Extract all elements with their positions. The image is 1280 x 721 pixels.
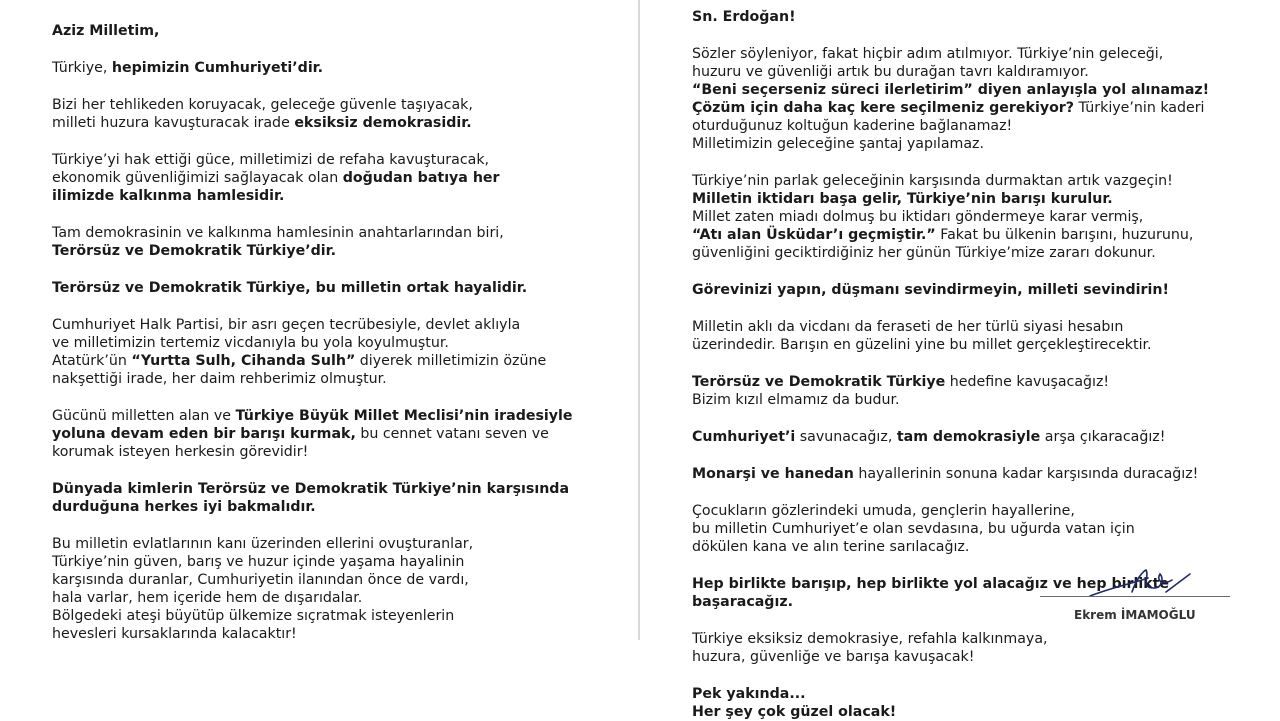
paragraph-r2: Türkiye’nin parlak geleceğinin karşısında durmaktan artık vazgeçin! Milletin iktidarı başa gelir, Türkiye’nin barışı kurulur. Millet zaten miadı dolmuş bu iktidarı göndermeye karar vermiş, “Atı alan Üsküdar’ı geçmiştir.” Fakat bu ülkenin barışını, huzurunu, güvenliğini geciktirdiğiniz her günün Türkiye’mize zararı dokunur.: [692, 173, 1194, 261]
salutation: Aziz Milletim,: [52, 23, 160, 39]
letter-page-left: [0, 0, 640, 640]
paragraph-7: Gücünü milletten alan ve Türkiye Büyük Millet Meclisi’nin iradesiyle yoluna devam eden bir barışı kurmak, bu cennet vatanı seven ve korumak isteyen herkesin görevidir!: [52, 408, 573, 460]
signature-name: Ekrem İMAMOĞLU: [1074, 608, 1196, 622]
paragraph-8: Dünyada kimlerin Terörsüz ve Demokratik Türkiye’nin karşısında durduğuna herkes iyi bakmalıdır.: [52, 481, 570, 515]
paragraph-r9: Hep birlikte barışıp, hep birlikte yol alacağız ve hep birlikte başaracağız.: [692, 576, 1170, 610]
paragraph-1: Türkiye, hepimizin Cumhuriyeti’dir.: [52, 60, 324, 76]
paragraph-r3: Görevinizi yapın, düşmanı sevindirmeyin, milleti sevindirin!: [692, 282, 1169, 298]
paragraph-r10: Türkiye eksiksiz demokrasiye, refahla kalkınmaya, huzura, güvenliğe ve barışa kavuşacak!: [692, 631, 1048, 665]
letter-page-right: [640, 0, 1280, 720]
paragraph-r1: Sözler söyleniyor, fakat hiçbir adım atılmıyor. Türkiye’nin geleceği, huzuru ve güvenliği artık bu durağan tavrı kaldıramıyor. “Beni seçerseniz süreci ilerletirim” diyen anlayışla yol alınamaz! Çözüm için daha kaç kere seçilmeniz gerekiyor? Türkiye’nin kaderi oturduğunuz koltuğun kaderine bağlanamaz! Milletimizin geleceğine şantaj yapılamaz.: [692, 46, 1210, 152]
paragraph-2: Bizi her tehlikeden koruyacak, geleceğe güvenle taşıyacak, milleti huzura kavuşturacak irade eksiksiz demokrasidir.: [52, 97, 473, 131]
signature-block: [1040, 566, 1230, 626]
paragraph-9: Bu milletin evlatlarının kanı üzerinden ellerini ovuşturanlar, Türkiye’nin güven, barış ve huzur içinde yaşama hayalinin karşısında duranlar, Cumhuriyetin ilanından önce de vardı, hala varlar, hem içeride hem de dışarıdalar. Bölgedeki ateşi büyütüp ülkemize sıçratmak isteyenlerin hevesleri kursaklarında kalacaktır!: [52, 536, 474, 642]
paragraph-6: Cumhuriyet Halk Partisi, bir asrı geçen tecrübesiyle, devlet aklıyla ve milletimizin tertemiz vicdanıyla bu yola koyulmuştur. Atatürk’ün “Yurtta Sulh, Cihanda Sulh” diyerek milletimizin özüne nakşettiği irade, her daim rehberimiz olmuştur.: [52, 317, 547, 387]
paragraph-r6: Cumhuriyet’i savunacağız, tam demokrasiyle arşa çıkaracağız!: [692, 429, 1166, 445]
salutation-right: Sn. Erdoğan!: [692, 9, 796, 25]
paragraph-4: Tam demokrasinin ve kalkınma hamlesinin anahtarlarından biri, Terörsüz ve Demokratik Türkiye’dir.: [52, 225, 504, 259]
paragraph-5: Terörsüz ve Demokratik Türkiye, bu milletin ortak hayalidir.: [52, 280, 528, 296]
paragraph-r5: Terörsüz ve Demokratik Türkiye hedefine kavuşacağız! Bizim kızıl elmamız da budur.: [692, 374, 1110, 408]
paragraph-r7: Monarşi ve hanedan hayallerinin sonuna kadar karşısında duracağız!: [692, 466, 1199, 482]
paragraph-r8: Çocukların gözlerindeki umuda, gençlerin hayallerine, bu milletin Cumhuriyet’e olan sevdasına, bu uğurda vatan için dökülen kana ve alın terine sarılacağız.: [692, 503, 1135, 555]
paragraph-r4: Milletin aklı da vicdanı da feraseti de her türlü siyasi hesabın üzerindedir. Barışın en güzelini yine bu millet gerçekleştirecektir.: [692, 319, 1152, 353]
signature-line: [1040, 596, 1230, 597]
paragraph-3: Türkiye’yi hak ettiği güce, milletimizi de refaha kavuşturacak, ekonomik güvenliğimizi sağlayacak olan doğudan batıya her ilimizde kalkınma hamlesidir.: [52, 152, 500, 204]
closing: Pek yakında... Her şey çok güzel olacak!: [692, 686, 897, 720]
